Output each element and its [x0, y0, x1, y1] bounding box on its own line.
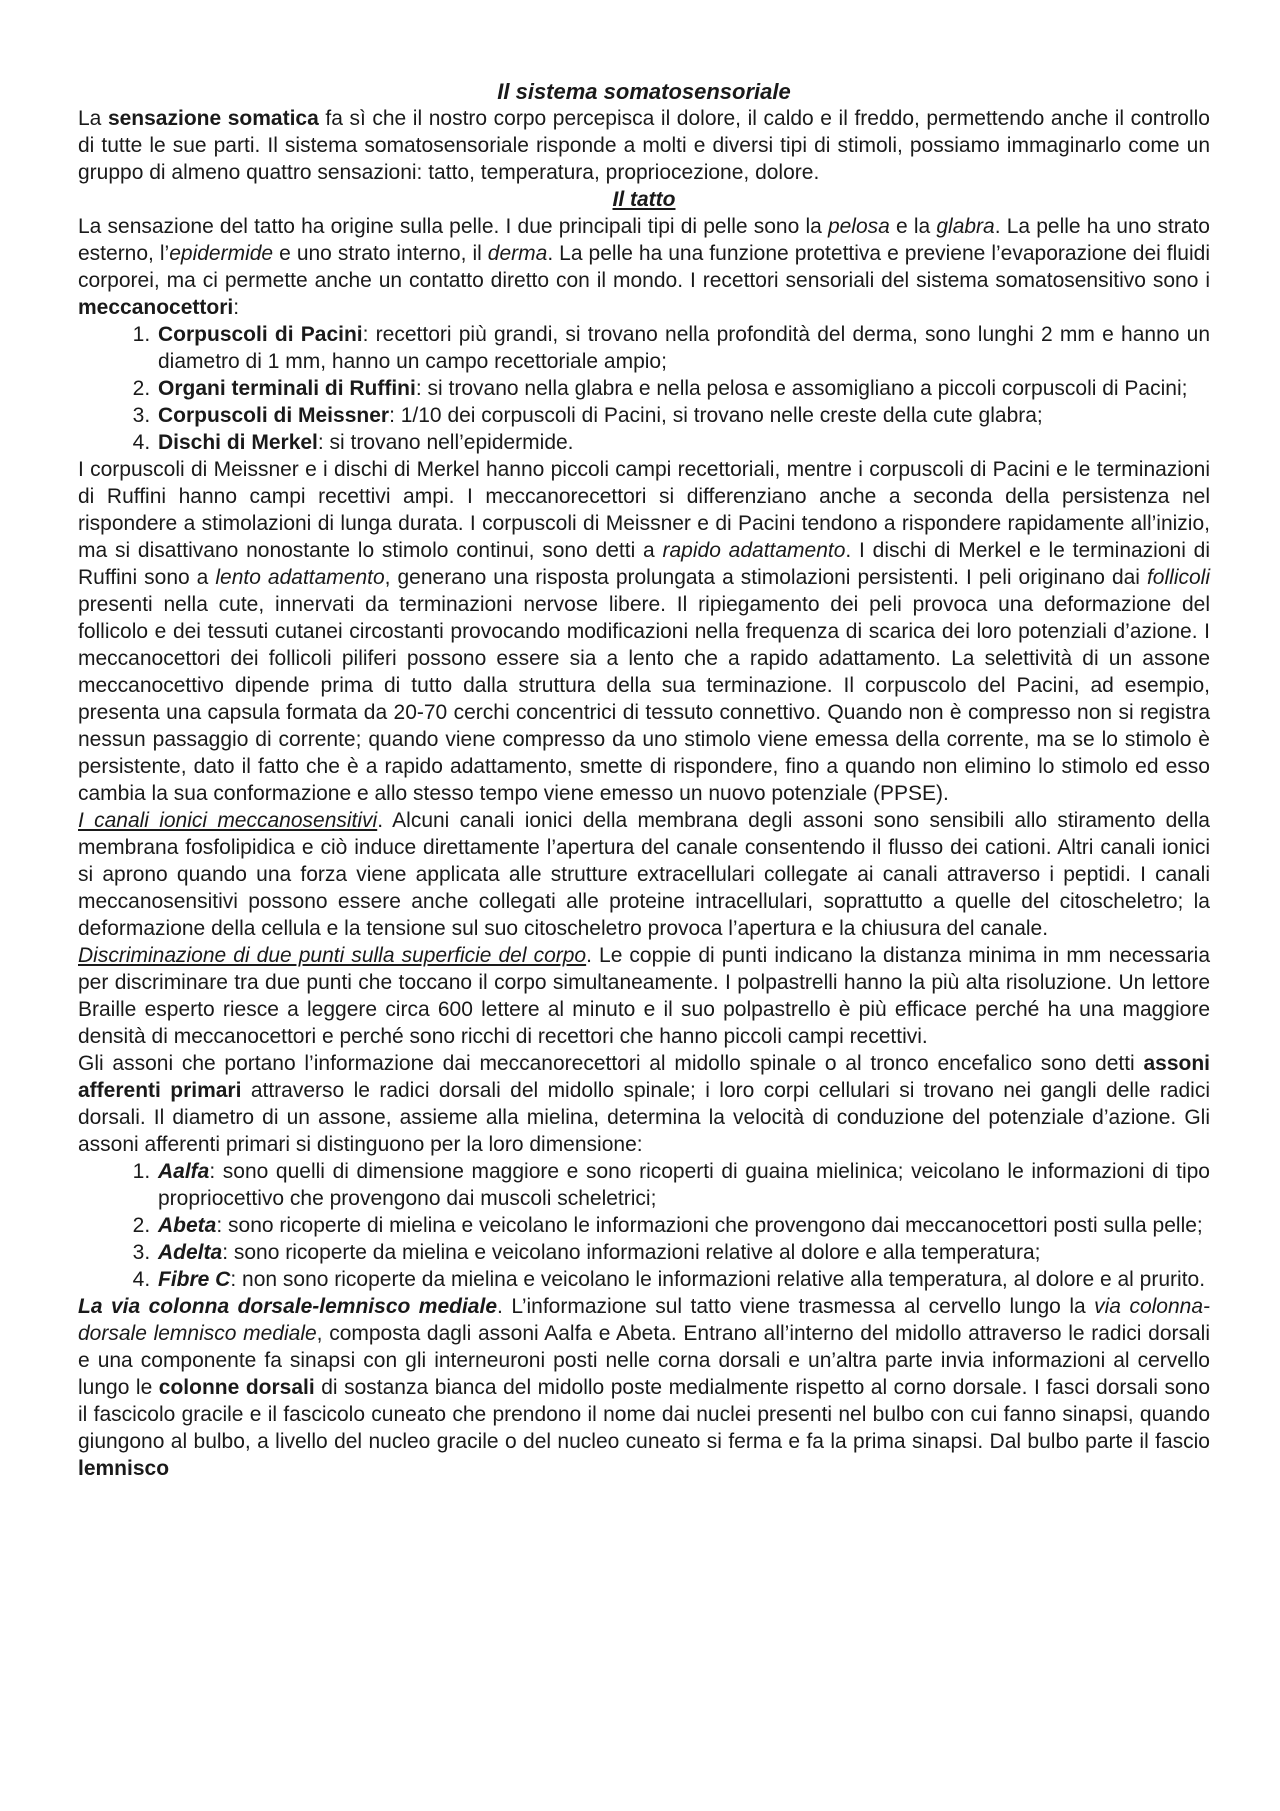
italic-term: rapido adattamento: [662, 539, 846, 562]
bold-term: Corpuscoli di Meissner: [158, 404, 390, 427]
text-run: . Alcuni canali ionici della membrana degli assoni sono sensibili allo stiramento della membrana fosfolipidica e ciò induce direttamente l’apertura del canale consentendo il flusso dei cationi. Altri canali ionici si aprono quando una forza viene applicata alle strutture extracellulari collegate ai canali attraverso i peptidi. I canali meccanosensitivi possono essere anche collegati alle proteine intracellulari, soprattutto a quelle del citoscheletro; la deformazione della cellula e la tensione sul suo citoscheletro provoca l’apertura e la chiusura del canale.: [78, 809, 1210, 940]
dorsal-column-paragraph: [78, 1293, 1210, 1482]
text-run: . La pelle ha uno strato esterno, l’: [78, 215, 1210, 265]
text-run: . L’informazione sul tatto viene trasmessa al cervello lungo la: [497, 1295, 1095, 1318]
italic-term: pelosa: [827, 215, 890, 238]
bold-term: sensazione somatica: [107, 107, 319, 130]
document-page: [78, 78, 1210, 1482]
list-item: [156, 1239, 1210, 1266]
bold-term: Organi terminali di Ruffini: [158, 377, 416, 400]
bold-italic-term: Fibre C: [158, 1268, 231, 1291]
bold-italic-term: Aalfa: [158, 1160, 210, 1183]
italic-term: glabra: [936, 215, 995, 238]
bold-term: colonne dorsali: [158, 1376, 315, 1399]
document-title: Il sistema somatosensoriale: [497, 79, 791, 104]
italic-term: via colonna-dorsale lemnisco mediale: [78, 1295, 1211, 1345]
receptor-list: [78, 321, 1210, 456]
bold-term: meccanocettori: [78, 296, 234, 319]
text-run: . La pelle ha una funzione protettiva e previene l’evaporazione dei fluidi corporei, ma ci permette anche un contatto diretto con il mondo. I recettori sensoriali del sistema somatosensitivo sono i: [78, 242, 1210, 292]
bold-term: assoni afferenti primari: [78, 1052, 1210, 1102]
text-run: : recettori più grandi, si trovano nella profondità del derma, sono lunghi 2 mm e hanno un diametro di 1 mm, hanno un campo recettoriale ampio;: [158, 323, 1210, 373]
tatto-paragraph: [78, 213, 1210, 321]
list-item: [156, 375, 1210, 402]
italic-term: derma: [487, 242, 548, 265]
text-run: e uno strato interno, il: [273, 242, 488, 265]
fiber-list: [78, 1158, 1210, 1293]
list-item: [156, 402, 1210, 429]
text-run: I corpuscoli di Meissner e i dischi di Merkel hanno piccoli campi recettoriali, mentre i corpuscoli di Pacini e le terminazioni di Ruffini hanno campi recettivi ampi. I meccanorecettori si differenziano anche a seconda della persistenza nel rispondere a stimolazioni di lunga durata. I corpuscoli di Meissner e di Pacini tendono a rispondere rapidamente all’inizio, ma si disattivano nonostante lo stimolo continui, sono detti a: [78, 458, 1210, 562]
text-run: e la: [889, 215, 937, 238]
ion-channels-paragraph: [78, 807, 1210, 942]
bold-italic-term: Abeta: [158, 1214, 217, 1237]
afferent-axons-paragraph: [78, 1050, 1210, 1158]
bold-italic-term: Adelta: [158, 1241, 223, 1264]
italic-term: follicoli: [1146, 566, 1210, 589]
text-run: . Le coppie di punti indicano la distanza minima in mm necessaria per discriminare tra due punti che toccano il corpo simultaneamente. I polpastrelli hanno la più alta risoluzione. Un lettore Braille esperto riesce a leggere circa 600 lettere al minuto e il suo polpastrello è più efficace perché ha una maggiore densità di meccanocettori e perché sono ricchi di recettori che hanno piccoli campi recettivi.: [78, 944, 1210, 1048]
text-run: : sono ricoperte di mielina e veicolano le informazioni che provengono dai meccanocettori posti sulla pelle;: [216, 1214, 1203, 1237]
bold-term: lemnisco: [78, 1457, 170, 1480]
text-run: fa sì che il nostro corpo percepisca il dolore, il caldo e il freddo, permettendo anche il controllo di tutte le sue parti. Il sistema somatosensoriale risponde a molti e diversi tipi di stimoli, possiamo immaginarlo come un gruppo di almeno quattro sensazioni: tatto, temperatura, propriocezione, dolore.: [78, 107, 1210, 184]
inline-heading: I canali ionici meccanosensitivi: [78, 809, 378, 832]
inline-heading: La via colonna dorsale-lemnisco mediale: [78, 1295, 498, 1318]
list-item: [156, 1266, 1210, 1293]
section-heading-tatto: Il tatto: [612, 188, 676, 211]
adaptation-paragraph: [78, 456, 1210, 807]
intro-paragraph: [78, 105, 1210, 186]
text-run: : si trovano nell’epidermide.: [317, 431, 574, 454]
text-run: : non sono ricoperte da mielina e veicolano le informazioni relative alla temperatura, al dolore e al prurito.: [230, 1268, 1206, 1291]
bold-term: Dischi di Merkel: [158, 431, 318, 454]
text-run: di sostanza bianca del midollo poste medialmente rispetto al corno dorsale. I fasci dorsali sono il fascicolo gracile e il fascicolo cuneato che prendono il nome dai nuclei presenti nel bulbo con cui fanno sinapsi, quando giungono al bulbo, a livello del nucleo gracile o del nucleo cuneato si ferma e fa la prima sinapsi. Dal bulbo parte il fascio: [78, 1376, 1210, 1453]
text-run: attraverso le radici dorsali del midollo spinale; i loro corpi cellulari si trovano nei gangli delle radici dorsali. Il diametro di un assone, assieme alla mielina, determina la velocità di conduzione del potenziale d’azione. Gli assoni afferenti primari si distinguono per la loro dimensione:: [78, 1079, 1210, 1156]
list-item: [156, 1212, 1210, 1239]
text-run: : sono quelli di dimensione maggiore e sono ricoperti di guaina mielinica; veicolano le informazioni di tipo propriocettivo che provengono dai muscoli scheletrici;: [158, 1160, 1210, 1210]
bold-term: Corpuscoli di Pacini: [158, 323, 363, 346]
text-run: La sensazione del tatto ha origine sulla pelle. I due principali tipi di pelle sono la: [78, 215, 828, 238]
italic-term: epidermide: [169, 242, 274, 265]
list-item: [156, 1158, 1210, 1212]
text-run: , generano una risposta prolungata a stimolazioni persistenti. I peli originano dai: [384, 566, 1147, 589]
text-run: presenti nella cute, innervati da terminazioni nervose libere. Il ripiegamento dei peli provoca una deformazione del follicolo e dei tessuti cutanei circostanti provocando modificazioni nella frequenza di scarica dei loro potenziali d’azione. I meccanocettori dei follicoli piliferi possono essere sia a lento che a rapido adattamento. La selettività di un assone meccanocettivo dipende prima di tutto dalla struttura della sua terminazione. Il corpuscolo del Pacini, ad esempio, presenta una capsula formata da 20-70 cerchi concentrici di tessuto connettivo. Quando non è compresso non si registra nessun passaggio di corrente; quando viene compresso da uno stimolo viene emessa della corrente, ma se lo stimolo è persistente, dato il fatto che è a rapido adattamento, smette di rispondere, fino a quando non elimino lo stimolo ed esso cambia la sua conformazione e allo stesso tempo viene emesso un nuovo potenziale (PPSE).: [78, 593, 1210, 805]
text-run: : si trovano nella glabra e nella pelosa e assomigliano a piccoli corpuscoli di Pacini;: [415, 377, 1188, 400]
list-item: [156, 321, 1210, 375]
text-run: , composta dagli assoni Aalfa e Abeta. Entrano all’interno del midollo attraverso le radici dorsali e una componente fa sinapsi con gli interneuroni posti nelle corna dorsali e un’altra parte invia informazioni al cervello lungo le: [78, 1322, 1210, 1399]
text-run: : 1/10 dei corpuscoli di Pacini, si trovano nelle creste della cute glabra;: [389, 404, 1043, 427]
inline-heading: Discriminazione di due punti sulla superficie del corpo: [78, 944, 587, 967]
text-run: :: [233, 296, 240, 319]
text-run: : sono ricoperte da mielina e veicolano informazioni relative al dolore e alla temperatura;: [222, 1241, 1041, 1264]
text-run: La: [78, 107, 108, 130]
italic-term: lento adattamento: [215, 566, 385, 589]
list-item: [156, 429, 1210, 456]
text-run: Gli assoni che portano l’informazione dai meccanorecettori al midollo spinale o al tronco encefalico sono detti: [78, 1052, 1144, 1075]
text-run: . I dischi di Merkel e le terminazioni di Ruffini sono a: [78, 539, 1210, 589]
two-point-paragraph: [78, 942, 1210, 1050]
